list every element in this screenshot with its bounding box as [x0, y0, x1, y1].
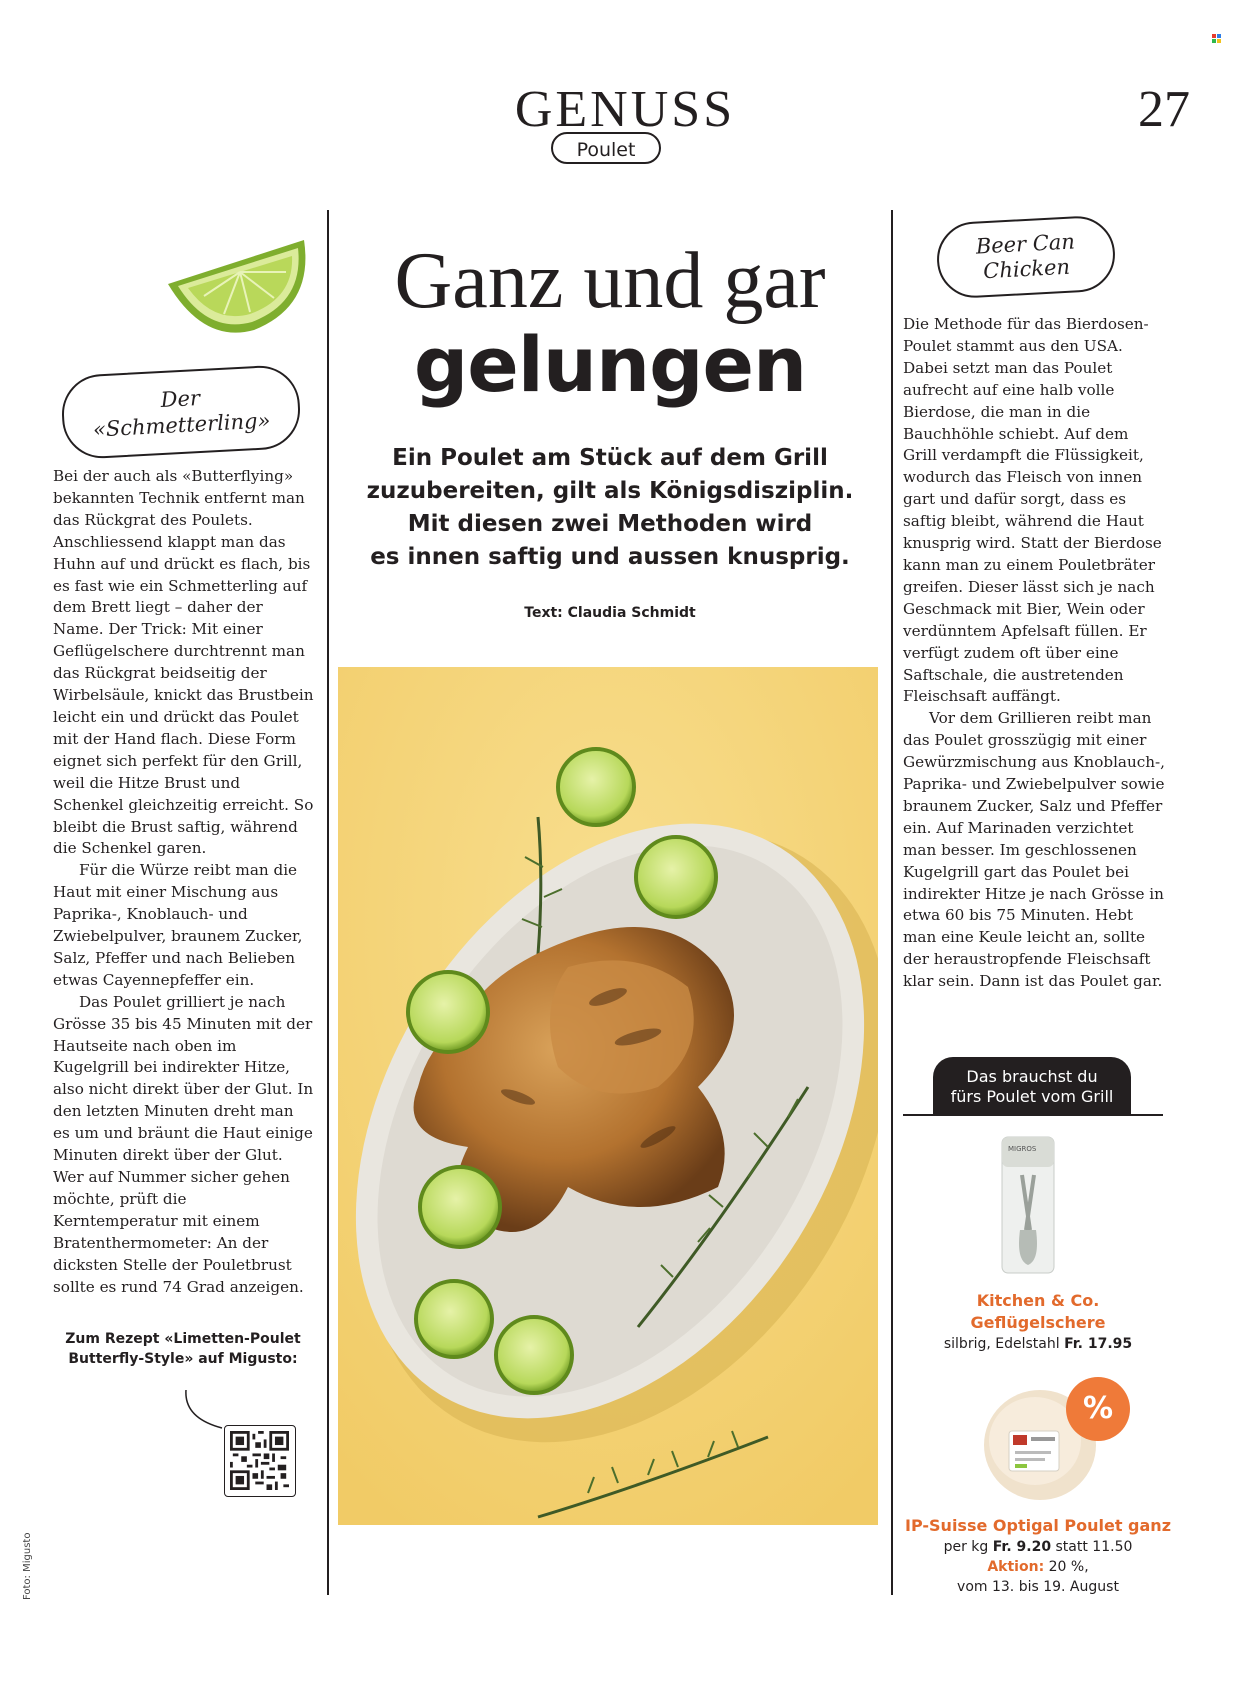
product-name: IP-Suisse Optigal Poulet ganz — [904, 1516, 1171, 1535]
left-body-column — [53, 466, 315, 1298]
lime-wedge-illustration — [164, 236, 312, 336]
body-paragraph: Das Poulet grilliert je nach Grösse 35 bis 45 Minuten mit der Hautseite nach oben im Kugelgrill bei indirekter Hitze, also nicht direkt über der Glut. In den letzten Minuten dreht man es um und bräunt die Haut einige Minuten direkt über der Glut. Wer auf Nummer sicher gehen möchte, prüft die Kerntemperatur mit einem Bratenthermometer: An der dicksten Stelle der Pouletbrust sollte es rund 74 Grad anzeigen. — [53, 992, 314, 1296]
promo-value: 20 %, — [1048, 1559, 1089, 1575]
headline-line-2: gelungen — [413, 320, 807, 409]
headline-line-1: Ganz und gar — [394, 237, 826, 325]
column-divider-right — [891, 210, 893, 1595]
shop-header-line: Das brauchst du — [966, 1067, 1098, 1086]
pointer-arrow-icon — [180, 1388, 226, 1434]
section-title: GENUSS — [514, 81, 736, 138]
shop-header-line: fürs Poulet vom Grill — [950, 1087, 1114, 1106]
color-registration-mark — [1212, 34, 1222, 44]
method-tag-schmetterling — [60, 364, 302, 460]
right-body-column — [903, 314, 1165, 993]
photo-credit: Foto: Migusto — [22, 1532, 33, 1600]
qr-code-icon — [230, 1431, 289, 1490]
column-divider-left — [327, 210, 329, 1595]
recipe-note: Zum Rezept «Limetten-Poulet Butterfly-Style» auf Migusto: — [65, 1331, 301, 1367]
shop-box-header — [933, 1057, 1131, 1115]
body-paragraph: Für die Würze reibt man die Haut mit einer Mischung aus Paprika-, Knoblauch- und Zwiebelpulver, braunem Zucker, Salz, Pfeffer und nach Belieben etwas Cayennepfeffer ein. — [53, 861, 303, 989]
body-paragraph: Die Methode für das Bierdosen-Poulet stammt aus den USA. Dabei setzt man das Poulet aufrecht auf eine halb volle Bierdose, die man in die Bauchhöhle schiebt. Auf dem Grill verdampft die Flüssigkeit, wodurch das Fleisch von innen gart und dafür sorgt, dass es saftig bleibt, während die Haut knusprig wird. Statt der Bierdose kann man zu einem Pouletbräter greifen. Dieser lässt sich je nach Geschmack mit Bier, Wein oder verdünntem Apfelsaft füllen. Er verfügt zudem oft über eine Saftschale, die austretenden Fleischsaft auffängt. — [903, 315, 1162, 706]
body-paragraph: Bei der auch als «Butterflying» bekannten Technik entfernt man das Rückgrat des Poulets. Anschliessend klappt man das Huhn auf und drückt es flach, bis es fast wie ein Schmetterling auf dem Brett liegt – daher der Name. Der Trick: Mit einer Geflügelschere durchtrennt man das Rückgrat beidseitig der Wirbelsäule, knickt das Brustbein leicht ein und drückt das Poulet mit der Hand flach. Diese Form eignet sich perfekt für den Grill, weil die Hitze Brust und Schenkel gleichzeitig erreicht. So bleibt die Brust saftig, während die Schenkel garen. — [53, 467, 314, 858]
tag-line: Beer Can — [975, 229, 1076, 259]
lead-line: Ein Poulet am Stück auf dem Grill — [392, 445, 828, 471]
body-paragraph: Vor dem Grillieren reibt man das Poulet grosszügig mit einer Gewürzmischung aus Knoblauch-, Paprika- und Zwiebelpulver sowie braunem Zucker, Salz und Pfeffer ein. Auf Marinaden verzichtet man besser. Im geschlossenen Kugelgrill gart das Poulet bei indirekter Hitze je nach Grösse in etwa 60 bis 75 Minuten. Hebt man eine Keule leicht an, sollte der heraustropfende Fleischsaft klar sein. Dann ist das Poulet gar. — [903, 709, 1166, 991]
product-whole-chicken[interactable] — [893, 1515, 1183, 1597]
lead-line: Mit diesen zwei Methoden wird — [407, 511, 813, 537]
lead-text — [340, 442, 880, 574]
product-price-line — [893, 1537, 1183, 1557]
product-price: Fr. 9.20 — [992, 1539, 1052, 1555]
grilled-chicken-platter-image — [338, 667, 878, 1525]
byline: Text: Claudia Schmidt — [524, 605, 696, 621]
page-number: 27 — [1138, 81, 1190, 138]
tag-line: Chicken — [982, 254, 1071, 284]
product-description: silbrig, Edelstahl — [943, 1336, 1060, 1352]
promo-line — [893, 1557, 1183, 1577]
tag-line: «Schmetterling» — [92, 408, 271, 442]
section-tag: Poulet — [551, 132, 661, 164]
shop-box-rule — [903, 1114, 1163, 1116]
discount-badge: % — [1066, 1377, 1130, 1441]
package-brand: MIGROS — [1008, 1145, 1037, 1153]
promo-label: Aktion: — [987, 1559, 1045, 1575]
product-old-price: statt 11.50 — [1055, 1539, 1133, 1555]
promo-dates: vom 13. bis 19. August — [957, 1579, 1119, 1595]
product-name-line: Kitchen & Co. — [976, 1291, 1100, 1310]
lead-line: es innen saftig und aussen knusprig. — [370, 544, 850, 570]
tag-line: Der — [160, 386, 201, 413]
product-price: Fr. 17.95 — [1064, 1336, 1133, 1352]
product-name-line: Geflügelschere — [970, 1313, 1106, 1332]
product-poultry-shears[interactable] — [913, 1290, 1163, 1354]
product-unit: per kg — [943, 1539, 989, 1555]
lead-line: zuzubereiten, gilt als Königsdisziplin. — [366, 478, 854, 504]
product-details — [913, 1334, 1163, 1354]
poultry-shears-image — [1000, 1135, 1056, 1275]
method-tag-beer-can-chicken — [935, 214, 1117, 299]
qr-code[interactable] — [224, 1425, 296, 1497]
chicken-photo — [338, 667, 878, 1525]
